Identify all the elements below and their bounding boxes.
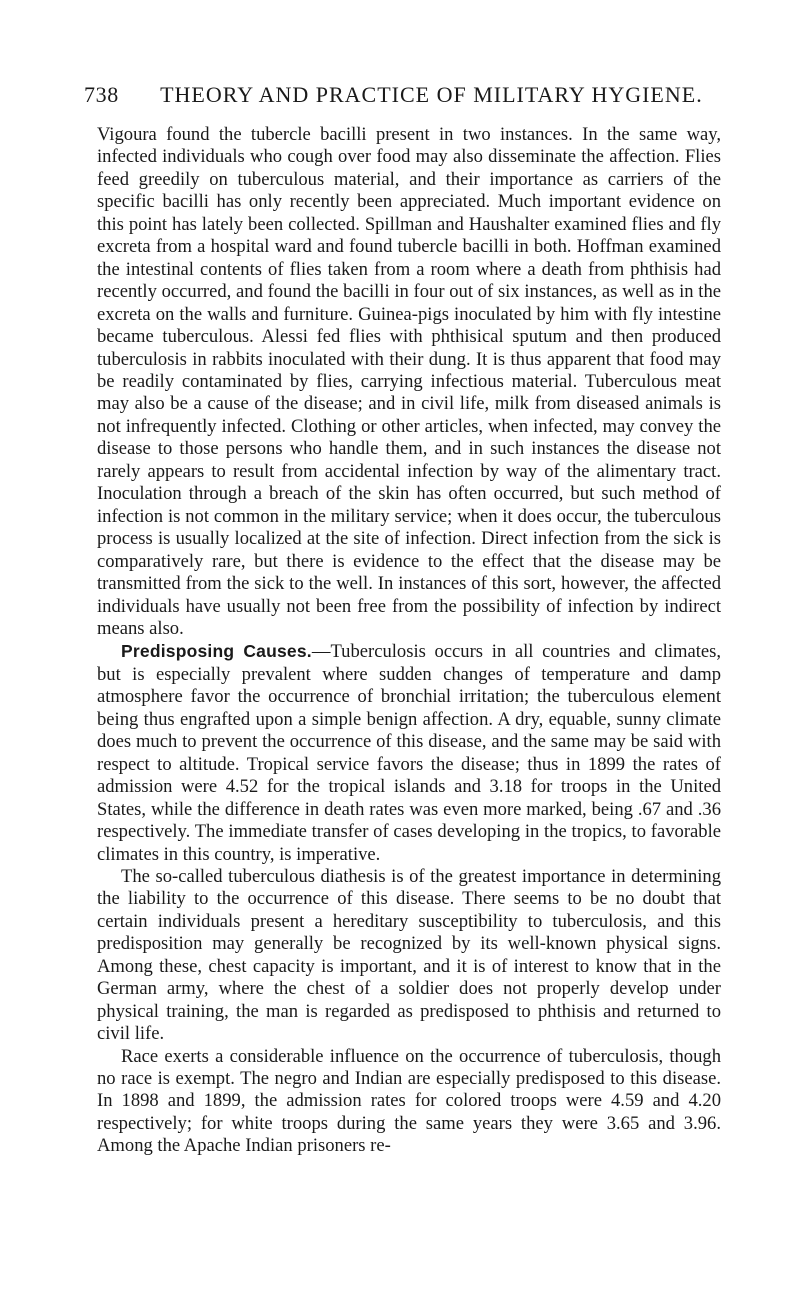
body-text bbox=[97, 124, 721, 1158]
paragraph-flies-and-infection: Vigoura found the tubercle bacilli present in two instances. In the same way, infected individuals who cough over food may also disseminate the affection. Flies feed greedily on tuberculous material, and their importance as carriers of the specific bacilli has only recently been appreciated. Much important evidence on this point has lately been collected. Spillman and Haushalter examined flies and fly excreta from a hospital ward and found tubercle bacilli in both. Hoffman examined the intestinal contents of flies taken from a room where a death from phthisis had recently occurred, and found the bacilli in four out of six instances, as well as in the excreta on the walls and furniture. Guinea-pigs inoculated by him with fly intestine became tuberculous. Alessi fed flies with phthisical sputum and then produced tuberculosis in rabbits inoculated with their dung. It is thus apparent that food may be readily contaminated by flies, carrying infectious material. Tuberculous meat may also be a cause of the disease; and in civil life, milk from diseased animals is not infrequently infected. Clothing or other articles, when infected, may convey the disease to those persons who handle them, and in such instances the disease not rarely appears to result from accidental infection by way of the alimentary tract. Inoculation through a breach of the skin has often occurred, but such method of infection is not common in the military service; when it does occur, the tuberculous process is usually localized at the site of infection. Direct infection from the sick is comparatively rare, but there is evidence to the effect that the disease may be transmitted from the sick to the well. In instances of this sort, however, the affected individuals have usually not been free from the possibility of infection by indirect means also. bbox=[97, 124, 721, 639]
section-heading-predisposing-causes: Predisposing Causes. bbox=[121, 641, 312, 662]
page-header bbox=[84, 82, 724, 108]
paragraph-predisposing-causes-text: —Tuberculosis occurs in all countries and climates, but is especially prevalent where sudden changes of temperature and damp atmosphere favor the occurrence of bronchial irritation; the tuberculous element being thus engrafted upon a simple benign affection. A dry, equable, sunny climate does much to prevent the occurrence of this disease, and the same may be said with respect to altitude. Tropical service favors the disease; thus in 1899 the rates of admission were 4.52 for the tropical islands and 3.18 for troops in the United States, while the difference in death rates was even more marked, being .67 and .36 respectively. The immediate transfer of cases developing in the tropics, to favorable climates in this country, is imperative. bbox=[97, 641, 721, 865]
running-title: THEORY AND PRACTICE OF MILITARY HYGIENE. bbox=[160, 82, 703, 107]
paragraph-race: Race exerts a considerable influence on the occurrence of tuberculosis, though no race is exempt. The negro and Indian are especially predisposed to this disease. In 1898 and 1899, the admission rates for colored troops were 4.59 and 4.20 respectively; for white troops during the same years they were 3.65 and 3.96. Among the Apache Indian prisoners re- bbox=[97, 1045, 721, 1157]
page-number: 738 bbox=[84, 82, 119, 107]
paragraph-predisposing-causes bbox=[97, 640, 721, 866]
paragraph-tuberculous-diathesis: The so-called tuberculous diathesis is of the greatest importance in determining the liability to the occurrence of this disease. There seems to be no doubt that certain individuals present a hereditary susceptibility to tuberculosis, and this predisposition may generally be recognized by its well-known physical signs. Among these, chest capacity is important, and it is of interest to know that in the German army, where the chest of a soldier does not properly develop under physical training, the man is regarded as predisposed to phthisis and returned to civil life. bbox=[97, 865, 721, 1045]
